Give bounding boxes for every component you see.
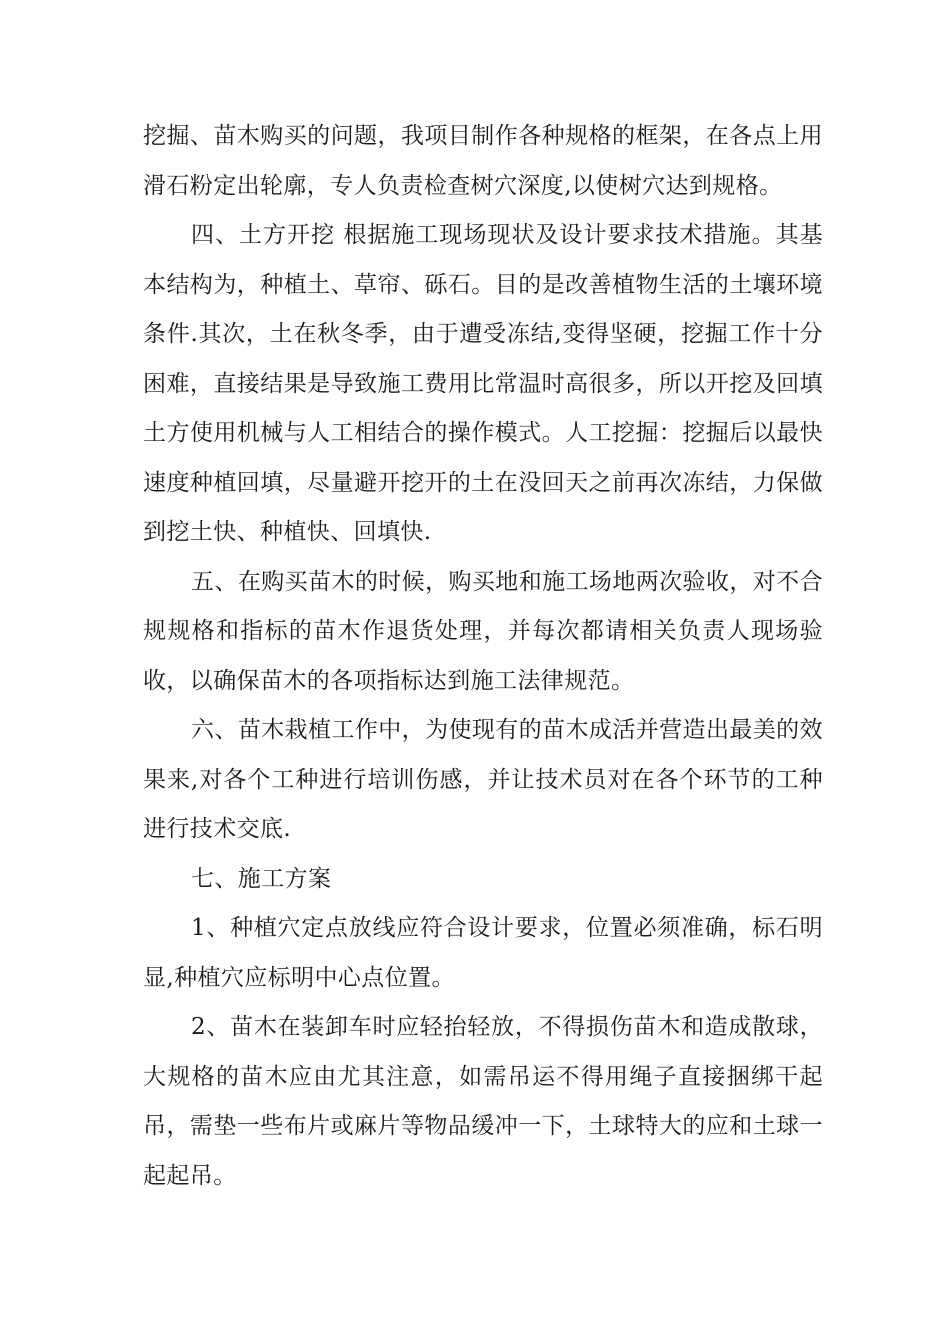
- paragraph-section-5-acceptance: 五、在购买苗木的时候，购买地和施工场地两次验收，对不合规规格和指标的苗木作退货处理，并每次都请相关负责人现场验收，以确保苗木的各项指标达到施工法律规范。: [143, 568, 823, 694]
- paragraph-continuation: 挖掘、苗木购买的问题，我项目制作各种规格的框架，在各点上用滑石粉定出轮廓，专人负责检查树穴深度,以使树穴达到规格。: [143, 123, 823, 199]
- paragraph-section-4-earthwork: 四、土方开挖 根据施工现场现状及设计要求技术措施。其基本结构为，种植土、草帘、砾石。目的是改善植物生活的土壤环境条件.其次，土在秋冬季，由于遭受冻结,变得坚硬，挖掘工作十分困难，直接结果是导致施工费用比常温时高很多，所以开挖及回填土方使用机械与人工相结合的操作模式。人工挖掘：挖掘后以最快速度种植回填，尽量避开挖开的土在没回天之前再次冻结，力保做到挖土快、种植快、回填快.: [143, 222, 823, 545]
- paragraph-section-6-planting: 六、苗木栽植工作中，为使现有的苗木成活并营造出最美的效果来,对各个工种进行培训伤感，并让技术员对在各个环节的工种进行技术交底.: [143, 717, 823, 842]
- paragraph-item-1: 1、种植穴定点放线应符合设计要求，位置必须准确，标石明显,种植穴应标明中心点位置。: [143, 915, 823, 991]
- document-body: [143, 112, 823, 1201]
- section-heading-7-plan: 七、施工方案: [191, 865, 332, 892]
- paragraph-item-2: 2、苗木在装卸车时应轻抬轻放，不得损伤苗木和造成散球，大规格的苗木应由尤其注意，如需吊运不得用绳子直接捆绑干起吊，需垫一些布片或麻片等物品缓冲一下，土球特大的应和土球一起起吊。: [143, 1014, 823, 1189]
